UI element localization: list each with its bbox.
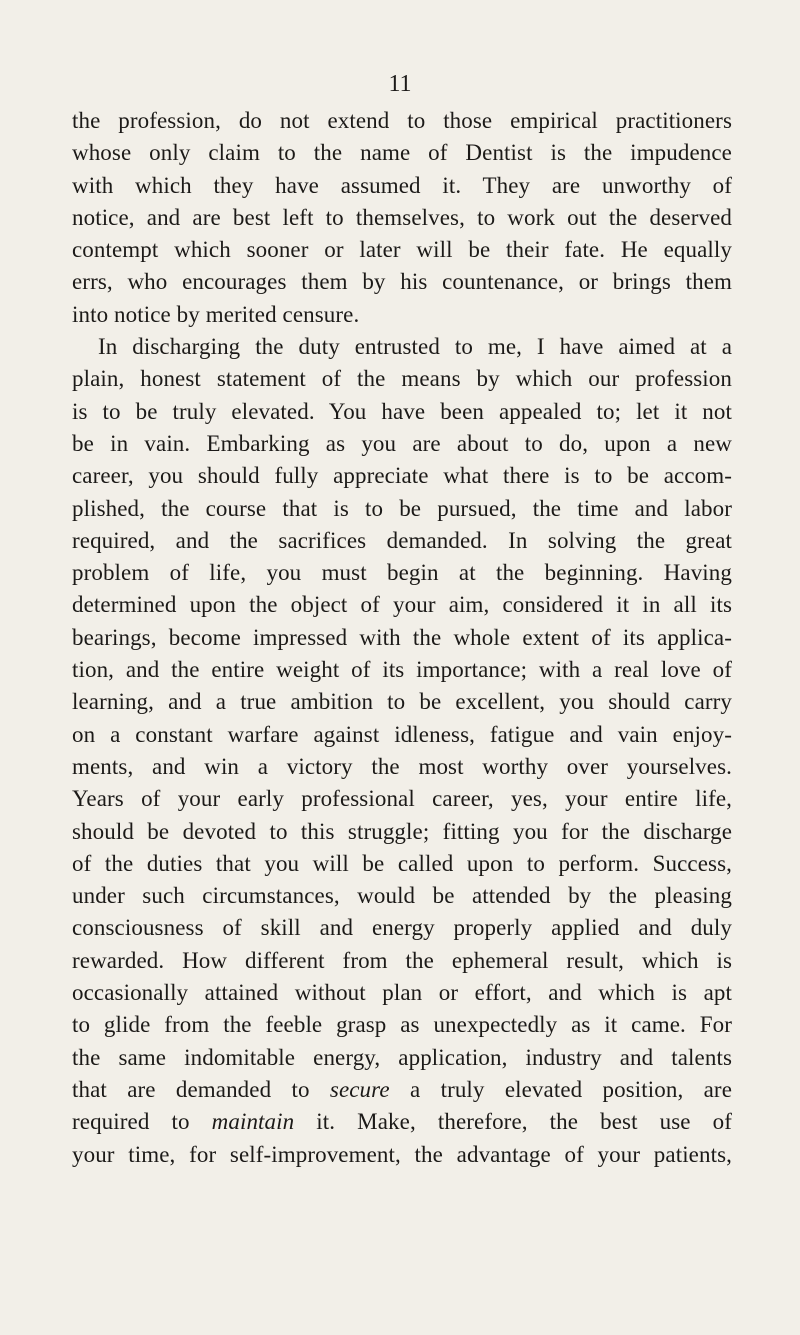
- text-segment: a truly elevated position, are: [389, 1076, 732, 1102]
- text-line: should be devoted to this struggle; fitting you for the discharge: [72, 818, 732, 844]
- text-line: [72, 1106, 732, 1138]
- text-line: learning, and a true ambition to be excellent, you should carry: [72, 689, 732, 715]
- text-segment: it. Make, therefore, the best use of: [294, 1109, 732, 1135]
- text-line: is to be truly elevated. You have been appealed to; let it not: [72, 398, 732, 424]
- text-line: rewarded. How different from the ephemeral result, which is: [72, 947, 732, 973]
- text-line: be in vain. Embarking as you are about to do, upon a new: [72, 430, 732, 456]
- text-line: tion, and the entire weight of its importance; with a real love of: [72, 657, 732, 683]
- text-line: notice, and are best left to themselves, to work out the deserved: [72, 204, 732, 230]
- text-line: Years of your early professional career, yes, your entire life,: [72, 786, 732, 812]
- body-text: [72, 105, 732, 1171]
- paragraph-start-line: In discharging the duty entrusted to me, I have aimed at a: [98, 334, 732, 360]
- text-line: career, you should fully appreciate what there is to be accom-: [72, 463, 732, 489]
- text-segment: required to: [72, 1109, 212, 1135]
- text-line: determined upon the object of your aim, considered it in all its: [72, 592, 732, 618]
- italic-word: maintain: [211, 1109, 295, 1135]
- text-line: on a constant warfare against idleness, fatigue and vain enjoy-: [72, 721, 732, 747]
- text-line: problem of life, you must begin at the beginning. Having: [72, 560, 732, 586]
- text-line: of the duties that you will be called upon to perform. Success,: [72, 850, 732, 876]
- text-segment: that are demanded to: [72, 1076, 330, 1102]
- text-line: to glide from the feeble grasp as unexpectedly as it came. For: [72, 1012, 732, 1038]
- text-line: occasionally attained without plan or effort, and which is apt: [72, 980, 732, 1006]
- text-line: plished, the course that is to be pursued, the time and labor: [72, 495, 732, 521]
- paragraph-end-line: into notice by merited censure.: [72, 301, 360, 327]
- text-line: errs, who encourages them by his countenance, or brings them: [72, 269, 732, 295]
- text-line: whose only claim to the name of Dentist is the impudence: [72, 140, 732, 166]
- text-line: required, and the sacrifices demanded. In solving the great: [72, 527, 732, 553]
- text-line: ments, and win a victory the most worthy over yourselves.: [72, 753, 732, 779]
- page-number: 11: [388, 71, 412, 97]
- text-line: the same indomitable energy, application, industry and talents: [72, 1044, 732, 1070]
- text-line: consciousness of skill and energy properly applied and duly: [72, 915, 732, 941]
- italic-word: secure: [329, 1076, 390, 1102]
- text-line: the profession, do not extend to those empirical practitioners: [72, 108, 732, 133]
- text-line: under such circumstances, would be attended by the pleasing: [72, 883, 732, 909]
- text-line: your time, for self-improvement, the advantage of your patients,: [72, 1141, 732, 1167]
- text-line: contempt which sooner or later will be their fate. He equally: [72, 237, 732, 263]
- text-line: with which they have assumed it. They are unworthy of: [72, 172, 732, 198]
- text-line: [72, 1074, 732, 1106]
- text-line: plain, honest statement of the means by which our profession: [72, 366, 732, 392]
- text-line: bearings, become impressed with the whole extent of its applica-: [72, 624, 732, 650]
